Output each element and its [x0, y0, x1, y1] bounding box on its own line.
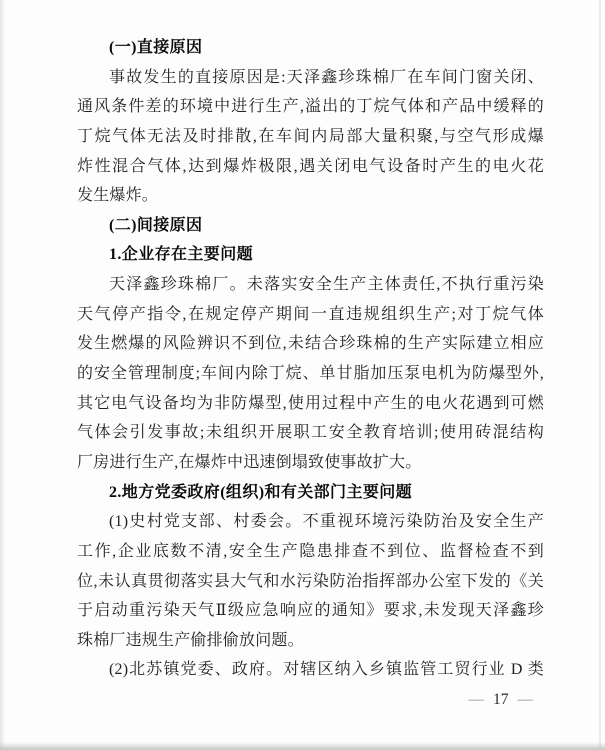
heading-direct-cause: (一)直接原因	[109, 39, 203, 56]
page-number-value: 17	[493, 691, 509, 708]
paragraph-line: 于启动重污染天气Ⅱ级应急响应的通知》要求,未发现天泽鑫珍	[77, 602, 544, 620]
paragraph-line: 事故发生的直接原因是:天泽鑫珍珠棉厂在车间门窗关闭、	[109, 68, 544, 86]
heading-enterprise-issues: 1.企业存在主要问题	[109, 246, 254, 264]
page-number-dash-right: —	[517, 691, 533, 708]
paragraph-line: 工作,企业底数不清,安全生产隐患排查不到位、监督检查不到	[77, 542, 544, 560]
scan-edge-bottom	[0, 742, 605, 750]
paragraph-line: 厂房进行生产,在爆炸中迅速倒塌致使事故扩大。	[77, 453, 422, 471]
paragraph-line: 通风条件差的环境中进行生产,溢出的丁烷气体和产品中缓释的	[77, 98, 544, 116]
paragraph-line: 气体会引发事故;未组织开展职工安全教育培训;使用砖混结构	[77, 424, 544, 442]
paragraph-line: (2)北苏镇党委、政府。对辖区纳入乡镇监管工贸行业 D 类	[109, 661, 544, 679]
paragraph-line: 发生燃爆的风险辨识不到位,未结合珍珠棉的生产实际建立相应	[77, 335, 544, 353]
paragraph-line: 天泽鑫珍珠棉厂。未落实安全生产主体责任,不执行重污染	[109, 276, 544, 294]
paragraph-line: 其它电气设备均为非防爆型,使用过程中产生的电火花遇到可燃	[77, 394, 544, 412]
paragraph-line: 炸性混合气体,达到爆炸极限,遇关闭电气设备时产生的电火花	[77, 157, 544, 175]
document-content	[77, 33, 544, 685]
paragraph-line: 发生爆炸。	[77, 187, 159, 205]
scan-edge-left	[0, 0, 5, 750]
heading-government-issues: 2.地方党委政府(组织)和有关部门主要问题	[109, 483, 413, 501]
scan-edge-right	[599, 0, 601, 750]
paragraph-line: 位,未认真贯彻落实县大气和水污染防治指挥部办公室下发的《关	[77, 572, 544, 590]
page-number	[469, 690, 534, 710]
paragraph-line: 的安全管理制度;车间内除丁烷、单甘脂加压泵电机为防爆型外,	[77, 365, 544, 383]
paragraph-line: 天气停产指令,在规定停产期间一直违规组织生产;对丁烷气体	[77, 305, 544, 323]
paragraph-line: 珠棉厂违规生产偷排偷放问题。	[77, 631, 304, 649]
heading-indirect-cause: (二)间接原因	[109, 216, 203, 234]
page-number-dash-left: —	[468, 691, 484, 708]
paragraph-line: (1)史村党支部、村委会。不重视环境污染防治及安全生产	[109, 513, 544, 531]
paragraph-line: 丁烷气体无法及时排散,在车间内局部大量积聚,与空气形成爆	[77, 127, 544, 145]
